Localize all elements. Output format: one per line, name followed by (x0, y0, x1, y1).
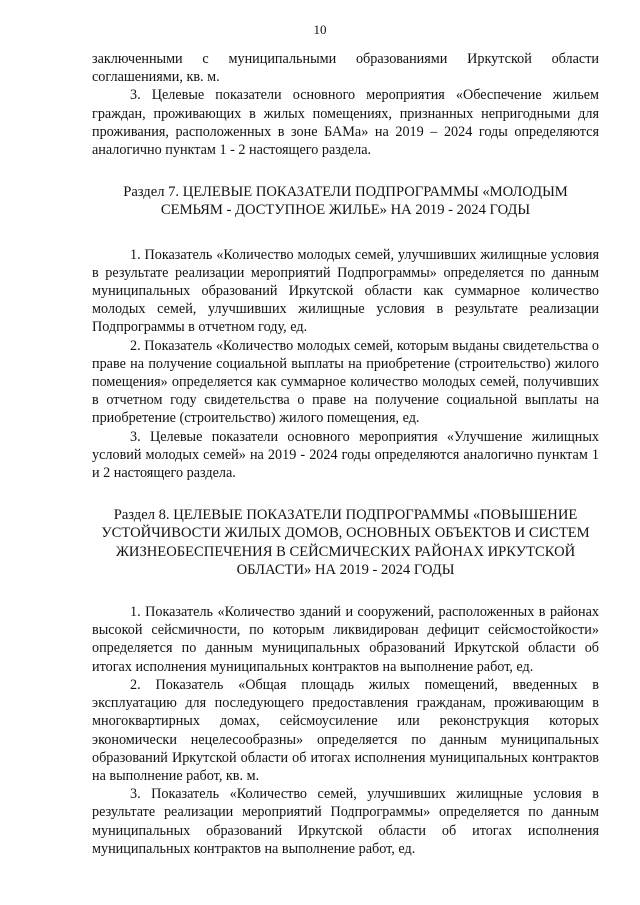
section-7-item-2: 2. Показатель «Количество молодых семей, которым выданы свидетельства о праве на получение социальной выплаты на приобретение (строительство) жилого помещения» определяется как суммарное количество молодых семей, получивших в отчетном году свидетельства о праве на получение социальной выплаты на приобретение (строительство) жилого помещения, ед. (92, 337, 599, 427)
section-7-heading: Раздел 7. ЦЕЛЕВЫЕ ПОКАЗАТЕЛИ ПОДПРОГРАММЫ «МОЛОДЫМ СЕМЬЯМ - ДОСТУПНОЕ ЖИЛЬЕ» НА 2019 - 2024 ГОДЫ (123, 184, 568, 219)
section-7-item-1: 1. Показатель «Количество молодых семей, улучшивших жилищные условия в результате реализации мероприятий Подпрограммы» определяется по данным муниципальных образований Иркутской области как суммарное количество молодых семей, улучшивших жилищные условия в результате реализации Подпрограммы в отчетном году, ед. (92, 246, 599, 336)
section-8-item-1: 1. Показатель «Количество зданий и сооружений, расположенных в районах высокой сейсмичности, по которым ликвидирован дефицит сейсмостойкости» определяется по данным муниципальных образований Иркутской области об итогах исполнения муниципальных контрактов на выполнение работ, ед. (92, 604, 599, 675)
intro-continuation: заключенными с муниципальными образованиями Иркутской области соглашениями, кв. м. (92, 51, 599, 86)
section-8-item-3: 3. Показатель «Количество семей, улучшивших жилищные условия в результате реализации мероприятий Подпрограммы» определяется по данным муниципальных образований Иркутской области об итогах исполнения муниципальных контрактов на выполнение работ, ед. (92, 786, 599, 857)
intro-item-3: 3. Целевые показатели основного мероприятия «Обеспечение жильем граждан, проживающих в жилых помещениях, признанных непригодными для проживания, расположенных в зоне БАМа» на 2019 – 2024 годы определяются аналогично пунктам 1 - 2 настоящего раздела. (92, 87, 599, 159)
section-8-item-2: 2. Показатель «Общая площадь жилых помещений, введенных в эксплуатацию для последующего предоставления гражданам, проживающим в многоквартирных домах, сейсмоусиление или реконструкция которых экономически нецелесообразны» определяется по данным муниципальных образований Иркутской области об итогах исполнения муниципальных контрактов на выполнение работ, кв. м. (92, 676, 599, 784)
section-7-item-3: 3. Целевые показатели основного мероприятия «Улучшение жилищных условий молодых семей» на 2019 - 2024 годы определяются аналогично пунктам 1 и 2 настоящего раздела. (92, 428, 599, 482)
page-number: 10 (313, 22, 327, 37)
page-content (92, 50, 599, 858)
section-8-heading: Раздел 8. ЦЕЛЕВЫЕ ПОКАЗАТЕЛИ ПОДПРОГРАММЫ «ПОВЫШЕНИЕ УСТОЙЧИВОСТИ ЖИЛЫХ ДОМОВ, ОСНОВНЫХ ОБЪЕКТОВ И СИСТЕМ ЖИЗНЕОБЕСПЕЧЕНИЯ В СЕЙСМИЧЕСКИХ РАЙОНАХ ИРКУТСКОЙ ОБЛАСТИ» НА 2019 - 2024 ГОДЫ (101, 507, 590, 578)
